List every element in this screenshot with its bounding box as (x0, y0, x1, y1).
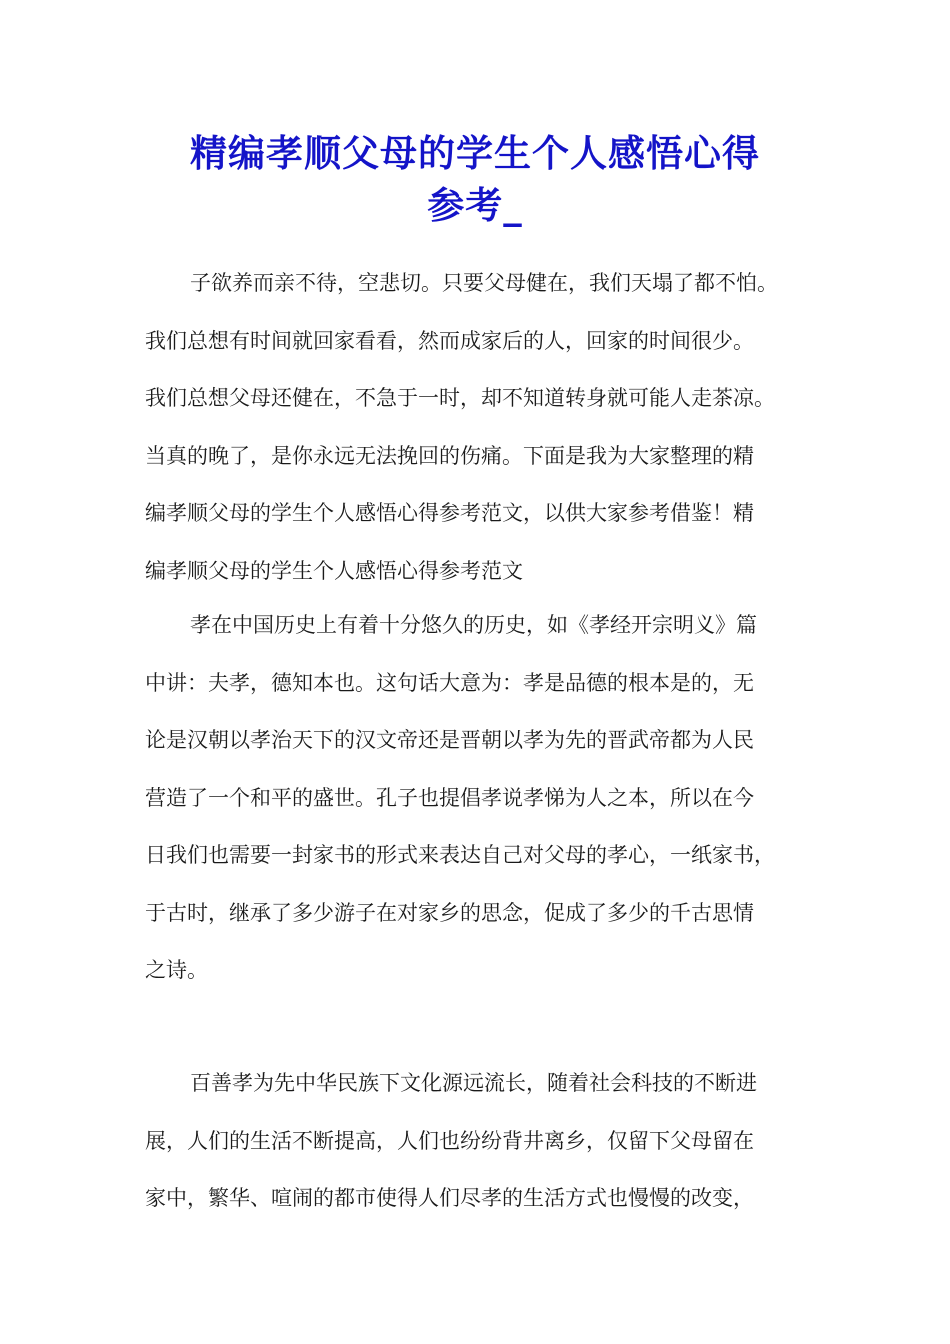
paragraph-line: 展，人们的生活不断提高，人们也纷纷背井离乡，仅留下父母留在 (145, 1128, 754, 1153)
document-title (110, 128, 840, 232)
title-line-1: 精编孝顺父母的学生个人感悟心得 (190, 132, 760, 175)
paragraph-line: 百善孝为先中华民族下文化源远流长，随着社会科技的不断进 (190, 1071, 757, 1095)
paragraph-history (145, 597, 810, 1000)
paragraph-line: 之诗。 (145, 958, 208, 982)
paragraph-line: 于古时，继承了多少游子在对家乡的思念，促成了多少的千古思情 (145, 900, 754, 925)
paragraph-line: 家中，繁华、喧闹的都市使得人们尽孝的生活方式也慢慢的改变， (145, 1186, 754, 1210)
paragraph-line: 我们总想有时间就回家看看，然而成家后的人，回家的时间很少。 (145, 328, 754, 353)
paragraph-line: 论是汉朝以孝治天下的汉文帝还是晋朝以孝为先的晋武帝都为人民 (145, 728, 754, 752)
paragraph-line: 营造了一个和平的盛世。孔子也提倡孝说孝悌为人之本，所以在今 (145, 785, 754, 810)
paragraph-line: 子欲养而亲不待，空悲切。只要父母健在，我们天塌了都不怕。 (190, 271, 778, 295)
paragraph-line: 编孝顺父母的学生个人感悟心得参考范文 (145, 558, 523, 583)
paragraph-line: 中讲：夫孝，德知本也。这句话大意为：孝是品德的根本是的，无 (145, 670, 754, 695)
paragraph-line: 孝在中国历史上有着十分悠久的历史，如《孝经开宗明义》篇 (190, 613, 757, 637)
paragraph-intro (145, 255, 810, 600)
title-line-2: 参考_ (427, 184, 523, 227)
paragraph-line: 编孝顺父母的学生个人感悟心得参考范文，以供大家参考借鉴！精 (145, 501, 754, 525)
paragraph-line: 我们总想父母还健在，不急于一时，却不知道转身就可能人走茶凉。 (145, 386, 775, 410)
paragraph-modern (145, 1055, 810, 1228)
paragraph-line: 当真的晚了，是你永远无法挽回的伤痛。下面是我为大家整理的精 (145, 443, 754, 468)
paragraph-line: 日我们也需要一封家书的形式来表达自己对父母的孝心，一纸家书， (145, 843, 775, 867)
